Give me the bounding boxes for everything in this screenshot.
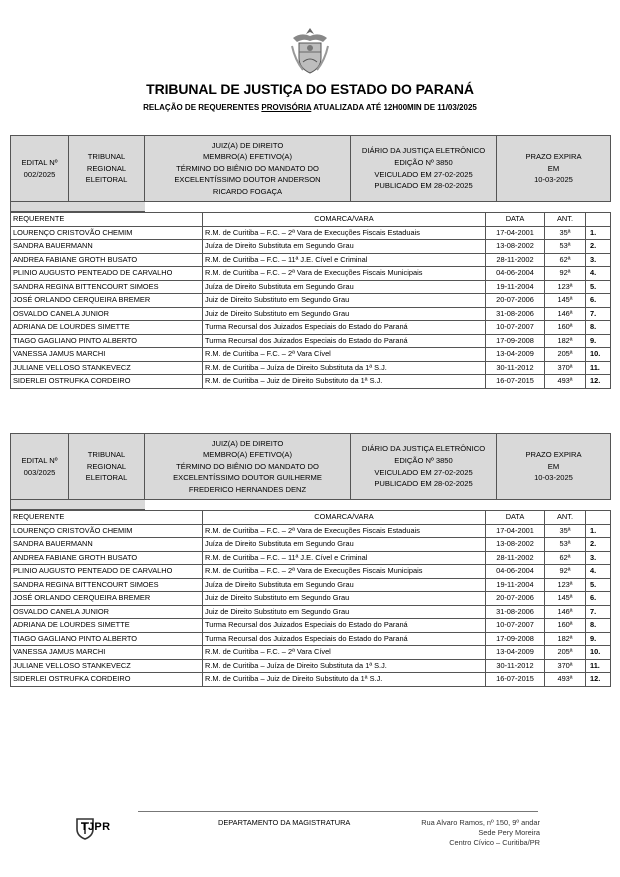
comarca-vara: R.M. de Curitiba – F.C. – 2ª Vara Cível — [203, 646, 486, 660]
edital-prazo-cell: PRAZO EXPIRA EM 10-03-2025 — [497, 434, 611, 500]
table-row — [11, 551, 611, 565]
address-line-2: Sede Pery Moreira — [478, 828, 540, 837]
coat-of-arms-icon — [289, 26, 331, 76]
table-header-row — [11, 213, 611, 227]
table-row — [11, 226, 611, 240]
table-row — [11, 240, 611, 254]
row-date: 17-09-2008 — [486, 632, 545, 646]
comarca-vara: R.M. de Curitiba – Juíza de Direito Substituta da 1ª S.J. — [203, 361, 486, 375]
table-row — [11, 361, 611, 375]
requerente-name: OSVALDO CANELA JUNIOR — [11, 605, 203, 619]
row-date: 04-06-2004 — [486, 565, 545, 579]
table-header-row — [11, 511, 611, 525]
row-antiguidade: 160ª — [545, 619, 586, 633]
row-date: 20-07-2006 — [486, 592, 545, 606]
row-date: 17-04-2001 — [486, 524, 545, 538]
row-date: 28-11-2002 — [486, 551, 545, 565]
row-date: 20-07-2006 — [486, 294, 545, 308]
edital-header — [10, 135, 611, 212]
row-order-number: 1. — [586, 524, 611, 538]
row-order-number: 10. — [586, 646, 611, 660]
row-date: 13-04-2009 — [486, 348, 545, 362]
row-antiguidade: 160ª — [545, 321, 586, 335]
subtitle-provisoria: PROVISÓRIA — [261, 103, 312, 112]
comarca-vara: Juíza de Direito Substituta em Segundo Grau — [203, 280, 486, 294]
row-antiguidade: 145ª — [545, 294, 586, 308]
row-antiguidade: 370ª — [545, 361, 586, 375]
requerente-name: PLINIO AUGUSTO PENTEADO DE CARVALHO — [11, 267, 203, 281]
table-row — [11, 632, 611, 646]
row-order-number: 2. — [586, 240, 611, 254]
requerentes-table — [10, 510, 611, 687]
row-date: 30-11-2012 — [486, 361, 545, 375]
requerente-name: LOURENÇO CRISTOVÃO CHEMIM — [11, 524, 203, 538]
row-antiguidade: 53ª — [545, 240, 586, 254]
table-row — [11, 253, 611, 267]
comarca-vara: Juíza de Direito Substituta em Segundo Grau — [203, 538, 486, 552]
row-order-number: 9. — [586, 632, 611, 646]
requerente-name: ADRIANA DE LOURDES SIMETTE — [11, 321, 203, 335]
footer-divider — [138, 811, 538, 812]
row-antiguidade: 370ª — [545, 659, 586, 673]
table-row — [11, 592, 611, 606]
edital-block — [10, 433, 610, 687]
row-order-number: 4. — [586, 267, 611, 281]
col-order — [586, 511, 611, 525]
edital-cargo-cell: JUIZ(A) DE DIREITO MEMBRO(A) EFETIVO(A) TÉRMINO DO BIÊNIO DO MANDATO DO EXCELENTÍSSIMO DOUTOR ANDERSON RICARDO FOGAÇA — [145, 136, 351, 202]
row-order-number: 3. — [586, 253, 611, 267]
row-date: 10-07-2007 — [486, 619, 545, 633]
row-date: 30-11-2012 — [486, 659, 545, 673]
comarca-vara: Juiz de Direito Substituto em Segundo Grau — [203, 307, 486, 321]
comarca-vara: Turma Recursal dos Juizados Especiais do Estado do Paraná — [203, 632, 486, 646]
row-date: 13-08-2002 — [486, 538, 545, 552]
row-order-number: 12. — [586, 673, 611, 687]
requerente-name: JOSÉ ORLANDO CERQUEIRA BREMER — [11, 294, 203, 308]
row-antiguidade: 205ª — [545, 348, 586, 362]
requerente-name: LOURENÇO CRISTOVÃO CHEMIM — [11, 226, 203, 240]
row-antiguidade: 53ª — [545, 538, 586, 552]
edital-number-cell: EDITAL Nº 002/2025 — [11, 136, 69, 202]
table-row — [11, 280, 611, 294]
address-line-3: Centro Cívico – Curitiba/PR — [449, 838, 540, 847]
row-order-number: 3. — [586, 551, 611, 565]
row-order-number: 7. — [586, 605, 611, 619]
comarca-vara: R.M. de Curitiba – Juíza de Direito Substituta da 1ª S.J. — [203, 659, 486, 673]
requerente-name: SANDRA REGINA BITTENCOURT SIMOES — [11, 578, 203, 592]
comarca-vara: Turma Recursal dos Juizados Especiais do Estado do Paraná — [203, 619, 486, 633]
row-order-number: 5. — [586, 280, 611, 294]
row-antiguidade: 182ª — [545, 632, 586, 646]
row-order-number: 8. — [586, 619, 611, 633]
row-antiguidade: 35ª — [545, 226, 586, 240]
row-order-number: 11. — [586, 361, 611, 375]
row-order-number: 6. — [586, 294, 611, 308]
tjpr-logo-text: TJPR — [81, 821, 111, 833]
row-antiguidade: 493ª — [545, 673, 586, 687]
row-date: 16-07-2015 — [486, 673, 545, 687]
edital-prazo-cell: PRAZO EXPIRA EM 10-03-2025 — [497, 136, 611, 202]
comarca-vara: R.M. de Curitiba – F.C. – 2ª Vara de Execuções Fiscais Municipais — [203, 565, 486, 579]
row-date: 31-08-2006 — [486, 605, 545, 619]
requerente-name: SANDRA BAUERMANN — [11, 538, 203, 552]
comarca-vara: Juiz de Direito Substituto em Segundo Grau — [203, 294, 486, 308]
requerente-name: SANDRA REGINA BITTENCOURT SIMOES — [11, 280, 203, 294]
comarca-vara: Juiz de Direito Substituto em Segundo Grau — [203, 605, 486, 619]
row-date: 17-09-2008 — [486, 334, 545, 348]
row-antiguidade: 123ª — [545, 578, 586, 592]
row-antiguidade: 145ª — [545, 592, 586, 606]
row-date: 31-08-2006 — [486, 307, 545, 321]
row-antiguidade: 205ª — [545, 646, 586, 660]
footer-address — [380, 818, 540, 848]
row-order-number: 2. — [586, 538, 611, 552]
row-date: 13-04-2009 — [486, 646, 545, 660]
row-antiguidade: 123ª — [545, 280, 586, 294]
requerente-name: SIDERLEI OSTRUFKA CORDEIRO — [11, 673, 203, 687]
table-row — [11, 348, 611, 362]
table-row — [11, 334, 611, 348]
comarca-vara: R.M. de Curitiba – F.C. – 2ª Vara de Execuções Fiscais Estaduais — [203, 524, 486, 538]
edital-type-cell: TRIBUNAL REGIONAL ELEITORAL — [69, 136, 145, 202]
table-row — [11, 619, 611, 633]
comarca-vara: R.M. de Curitiba – Juiz de Direito Substituto da 1ª S.J. — [203, 673, 486, 687]
table-row — [11, 646, 611, 660]
subtitle-prefix: RELAÇÃO DE REQUERENTES — [143, 103, 262, 112]
row-order-number: 5. — [586, 578, 611, 592]
edital-diario-cell: DIÁRIO DA JUSTIÇA ELETRÔNICO EDIÇÃO Nº 3850 VEICULADO EM 27-02-2025 PUBLICADO EM 28-02-2025 — [351, 434, 497, 500]
table-row — [11, 605, 611, 619]
comarca-vara: R.M. de Curitiba – F.C. – 2ª Vara de Execuções Fiscais Municipais — [203, 267, 486, 281]
table-row — [11, 307, 611, 321]
comarca-vara: R.M. de Curitiba – Juiz de Direito Substituto da 1ª S.J. — [203, 375, 486, 389]
col-comarca: COMARCA/VARA — [203, 213, 486, 227]
row-order-number: 11. — [586, 659, 611, 673]
edital-type-cell: TRIBUNAL REGIONAL ELEITORAL — [69, 434, 145, 500]
col-comarca: COMARCA/VARA — [203, 511, 486, 525]
comarca-vara: Juíza de Direito Substituta em Segundo Grau — [203, 240, 486, 254]
row-antiguidade: 92ª — [545, 565, 586, 579]
row-order-number: 12. — [586, 375, 611, 389]
edital-header — [10, 433, 611, 510]
edital-diario-cell: DIÁRIO DA JUSTIÇA ELETRÔNICO EDIÇÃO Nº 3850 VEICULADO EM 27-02-2025 PUBLICADO EM 28-02-2025 — [351, 136, 497, 202]
edital-cargo-cell: JUIZ(A) DE DIREITO MEMBRO(A) EFETIVO(A) TÉRMINO DO BIÊNIO DO MANDATO DO EXCELENTÍSSIMO DOUTOR GUILHERME FREDERICO HERNANDES DENZ — [145, 434, 351, 500]
row-date: 13-08-2002 — [486, 240, 545, 254]
footer-department: DEPARTAMENTO DA MAGISTRATURA — [218, 818, 351, 827]
comarca-vara: Turma Recursal dos Juizados Especiais do Estado do Paraná — [203, 321, 486, 335]
row-order-number: 9. — [586, 334, 611, 348]
comarca-vara: Juíza de Direito Substituta em Segundo Grau — [203, 578, 486, 592]
page-title: TRIBUNAL DE JUSTIÇA DO ESTADO DO PARANÁ — [146, 81, 474, 97]
requerente-name: ANDREA FABIANE GROTH BUSATO — [11, 551, 203, 565]
col-data: DATA — [486, 511, 545, 525]
edital-block — [10, 135, 610, 389]
col-order — [586, 213, 611, 227]
col-data: DATA — [486, 213, 545, 227]
requerente-name: JOSÉ ORLANDO CERQUEIRA BREMER — [11, 592, 203, 606]
row-antiguidade: 35ª — [545, 524, 586, 538]
row-antiguidade: 92ª — [545, 267, 586, 281]
row-antiguidade: 182ª — [545, 334, 586, 348]
table-row — [11, 524, 611, 538]
row-order-number: 4. — [586, 565, 611, 579]
table-row — [11, 321, 611, 335]
requerente-name: JULIANE VELLOSO STANKEVECZ — [11, 659, 203, 673]
requerente-name: VANESSA JAMUS MARCHI — [11, 348, 203, 362]
requerente-name: TIAGO GAGLIANO PINTO ALBERTO — [11, 334, 203, 348]
row-date: 16-07-2015 — [486, 375, 545, 389]
comarca-vara: Turma Recursal dos Juizados Especiais do Estado do Paraná — [203, 334, 486, 348]
row-antiguidade: 493ª — [545, 375, 586, 389]
requerente-name: PLINIO AUGUSTO PENTEADO DE CARVALHO — [11, 565, 203, 579]
comarca-vara: Juiz de Direito Substituto em Segundo Grau — [203, 592, 486, 606]
col-requerente: REQUERENTE — [11, 511, 203, 525]
row-antiguidade: 62ª — [545, 551, 586, 565]
row-order-number: 1. — [586, 226, 611, 240]
row-antiguidade: 146ª — [545, 605, 586, 619]
comarca-vara: R.M. de Curitiba – F.C. – 11ª J.E. Cível e Criminal — [203, 253, 486, 267]
requerente-name: OSVALDO CANELA JUNIOR — [11, 307, 203, 321]
requerente-name: SIDERLEI OSTRUFKA CORDEIRO — [11, 375, 203, 389]
table-row — [11, 578, 611, 592]
row-antiguidade: 62ª — [545, 253, 586, 267]
row-antiguidade: 146ª — [545, 307, 586, 321]
table-row — [11, 659, 611, 673]
edital-number-cell: EDITAL Nº 003/2025 — [11, 434, 69, 500]
table-row — [11, 673, 611, 687]
row-order-number: 6. — [586, 592, 611, 606]
requerente-name: VANESSA JAMUS MARCHI — [11, 646, 203, 660]
table-row — [11, 375, 611, 389]
page-subtitle — [0, 103, 620, 112]
col-ant: ANT. — [545, 213, 586, 227]
comarca-vara: R.M. de Curitiba – F.C. – 11ª J.E. Cível e Criminal — [203, 551, 486, 565]
col-ant: ANT. — [545, 511, 586, 525]
requerente-name: JULIANE VELLOSO STANKEVECZ — [11, 361, 203, 375]
row-order-number: 10. — [586, 348, 611, 362]
requerente-name: ANDREA FABIANE GROTH BUSATO — [11, 253, 203, 267]
row-date: 19-11-2004 — [486, 578, 545, 592]
row-date: 04-06-2004 — [486, 267, 545, 281]
row-date: 19-11-2004 — [486, 280, 545, 294]
requerente-name: TIAGO GAGLIANO PINTO ALBERTO — [11, 632, 203, 646]
row-order-number: 8. — [586, 321, 611, 335]
table-row — [11, 267, 611, 281]
requerente-name: SANDRA BAUERMANN — [11, 240, 203, 254]
row-date: 10-07-2007 — [486, 321, 545, 335]
requerentes-table — [10, 212, 611, 389]
table-row — [11, 294, 611, 308]
address-line-1: Rua Alvaro Ramos, nº 150, 9º andar — [421, 818, 540, 827]
comarca-vara: R.M. de Curitiba – F.C. – 2ª Vara Cível — [203, 348, 486, 362]
row-date: 17-04-2001 — [486, 226, 545, 240]
col-requerente: REQUERENTE — [11, 213, 203, 227]
row-order-number: 7. — [586, 307, 611, 321]
row-date: 28-11-2002 — [486, 253, 545, 267]
subtitle-suffix: ATUALIZADA ATÉ 12H00MIN DE 11/03/2025 — [311, 103, 477, 112]
requerente-name: ADRIANA DE LOURDES SIMETTE — [11, 619, 203, 633]
table-row — [11, 538, 611, 552]
table-row — [11, 565, 611, 579]
comarca-vara: R.M. de Curitiba – F.C. – 2ª Vara de Execuções Fiscais Estaduais — [203, 226, 486, 240]
